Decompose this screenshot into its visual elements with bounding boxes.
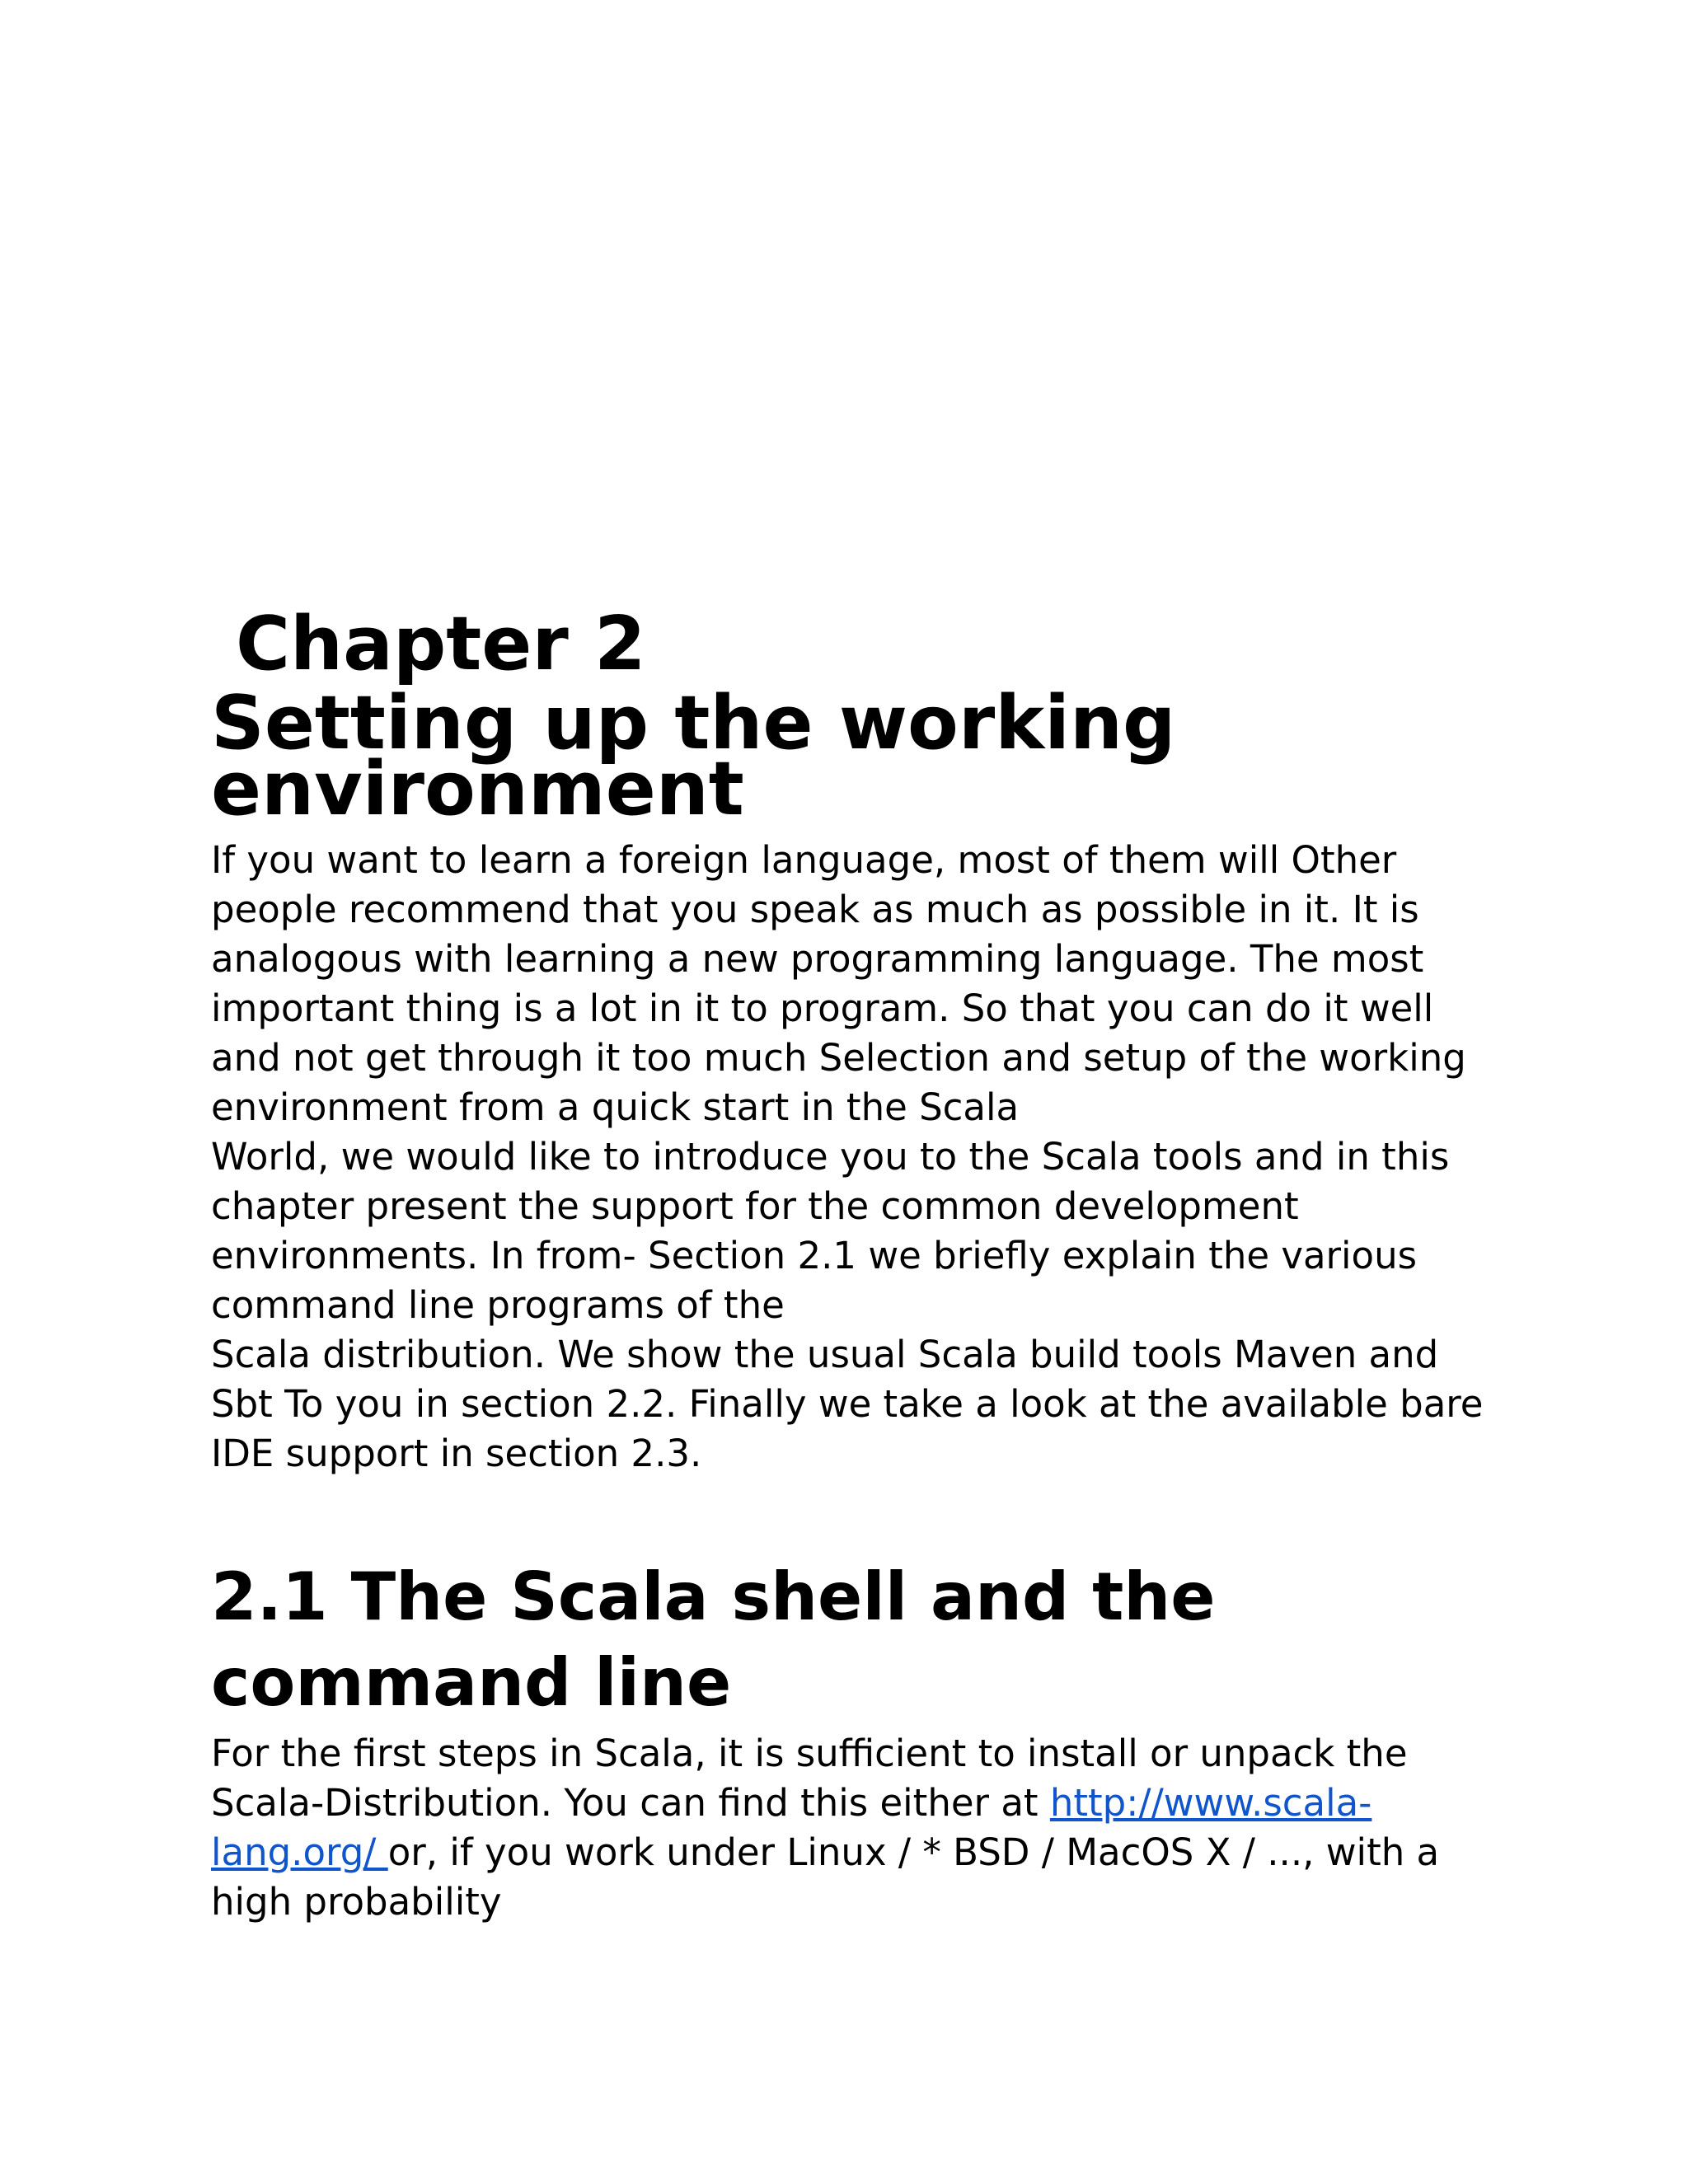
- chapter-title-line: Setting up the working: [211, 680, 1176, 766]
- page-content: [211, 602, 1497, 1927]
- chapter-title-line: environment: [211, 746, 744, 832]
- paragraph-line: Scala distribution. We show the usual Scala build tools Maven and: [211, 1333, 1439, 1376]
- paragraph-line: chapter present the support for the common development: [211, 1184, 1299, 1228]
- paragraph-line: [211, 1828, 1497, 1877]
- paragraph-line: important thing is a lot in it to program. So that you can do it well: [211, 987, 1434, 1030]
- paragraph-line: command line programs of the: [211, 1283, 785, 1327]
- paragraph-line: people recommend that you speak as much as possible in it. It is: [211, 888, 1419, 931]
- paragraph-line: environments. In from- Section 2.1 we briefly explain the various: [211, 1234, 1418, 1277]
- section-heading-line: 2.1 The Scala shell and the: [211, 1558, 1216, 1635]
- paragraph-line: and not get through it too much Selection and setup of the working: [211, 1036, 1466, 1080]
- paragraph-line: high probability: [211, 1880, 502, 1924]
- section-heading-line: command line: [211, 1644, 732, 1721]
- paragraph-line: Sbt To you in section 2.2. Finally we take a look at the available bare: [211, 1382, 1484, 1426]
- paragraph-text: Scala-Distribution. You can find this either at: [211, 1781, 1050, 1825]
- chapter-label: Chapter 2: [236, 601, 646, 687]
- chapter-title: [211, 680, 1497, 832]
- scala-website-link[interactable]: http://www.scala-: [1049, 1781, 1372, 1825]
- paragraph-line: analogous with learning a new programming language. The most: [211, 937, 1424, 981]
- paragraph-line: If you want to learn a foreign language, most of them will Other: [211, 838, 1397, 882]
- section-paragraph: [211, 1729, 1497, 1927]
- paragraph-line: IDE support in section 2.3.: [211, 1432, 702, 1475]
- paragraph-line: World, we would like to introduce you to the Scala tools and in this: [211, 1135, 1450, 1179]
- intro-paragraph: [211, 836, 1497, 1479]
- paragraph-text: or, if you work under Linux / * BSD / MacOS X / ..., with a: [387, 1830, 1440, 1874]
- paragraph-line: environment from a quick start in the Scala: [211, 1085, 1020, 1129]
- paragraph-line: [211, 1779, 1497, 1828]
- paragraph-line: For the first steps in Scala, it is sufficient to install or unpack the: [211, 1732, 1408, 1775]
- scala-website-link-continued[interactable]: lang.org/: [211, 1830, 388, 1874]
- section-heading: [211, 1554, 1497, 1726]
